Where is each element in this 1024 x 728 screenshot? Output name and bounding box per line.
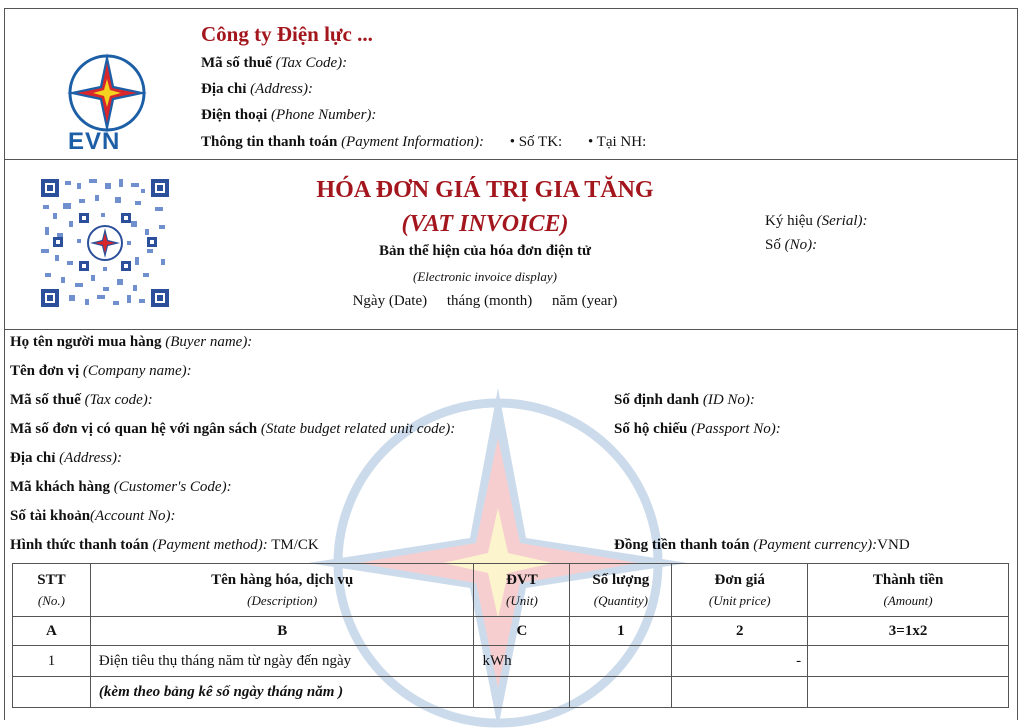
payment-method: Hình thức thanh toán (Payment method): TM/CK bbox=[10, 537, 319, 553]
col-header-quantity: Số lượng (Quantity) bbox=[570, 564, 672, 617]
table-header-row bbox=[13, 564, 1009, 617]
buyer-company: Tên đơn vị (Company name): bbox=[10, 363, 192, 379]
company-name: Công ty Điện lực ... bbox=[201, 22, 373, 46]
col-header-unit: ĐVT (Unit) bbox=[474, 564, 570, 617]
table-row: 1 Điện tiêu thụ tháng năm từ ngày đến ngày kWh - bbox=[13, 646, 1009, 677]
col-header-unit-price: Đơn giá (Unit price) bbox=[672, 564, 808, 617]
buyer-passport: Số hộ chiếu (Passport No): bbox=[614, 421, 781, 437]
buyer-budget-code: Mã số đơn vị có quan hệ với ngân sách (State budget related unit code): bbox=[10, 421, 456, 437]
invoice-number: Số (No): bbox=[765, 237, 818, 253]
invoice-subtitle-vn: Bản thể hiện của hóa đơn điện tử bbox=[379, 243, 591, 259]
invoice-date-line bbox=[5, 293, 965, 310]
evn-logo-text: EVN bbox=[68, 128, 121, 155]
invoice-title-en: (VAT INVOICE) bbox=[401, 211, 569, 237]
payment-currency-value: VND bbox=[877, 537, 910, 553]
col-header-description: Tên hàng hóa, dịch vụ (Description) bbox=[90, 564, 474, 617]
buyer-id-no: Số định danh (ID No): bbox=[614, 392, 755, 408]
invoice-title-vn: HÓA ĐƠN GIÁ TRỊ GIA TĂNG bbox=[316, 177, 654, 203]
invoice-subtitle-en: (Electronic invoice display) bbox=[413, 269, 557, 284]
date-year: năm (year) bbox=[552, 293, 618, 309]
items-table bbox=[12, 563, 1009, 708]
date-month: tháng (month) bbox=[446, 293, 533, 309]
table-code-row: A B C 1 2 3=1x2 bbox=[13, 617, 1009, 646]
buyer-customer-code: Mã khách hàng (Customer's Code): bbox=[10, 479, 232, 495]
invoice-title-block bbox=[5, 159, 1017, 330]
seller-tax-code: Mã số thuế (Tax Code): bbox=[201, 55, 348, 71]
buyer-address: Địa chỉ (Address): bbox=[10, 450, 122, 466]
buyer-name: Họ tên người mua hàng (Buyer name): bbox=[10, 334, 253, 350]
buyer-account: Số tài khoản(Account No): bbox=[10, 508, 176, 524]
bank-name: • Tại NH: bbox=[587, 134, 647, 150]
col-header-no: STT (No.) bbox=[13, 564, 91, 617]
seller-address: Địa chỉ (Address): bbox=[201, 81, 313, 97]
buyer-tax-code: Mã số thuế (Tax code): bbox=[10, 392, 153, 408]
invoice-serial: Ký hiệu (Serial): bbox=[765, 213, 868, 229]
table-row: (kèm theo bảng kê số ngày tháng năm ) bbox=[13, 677, 1009, 708]
payment-method-value: TM/CK bbox=[271, 537, 319, 553]
bank-account: • Số TK: bbox=[509, 134, 563, 150]
date-day: Ngày (Date) bbox=[352, 293, 428, 309]
seller-payment-info: Thông tin thanh toán (Payment Information): • Số TK: • Tại NH: bbox=[201, 134, 647, 150]
col-header-amount: Thành tiền (Amount) bbox=[808, 564, 1009, 617]
company-header bbox=[5, 9, 1017, 160]
payment-currency: Đồng tiền thanh toán (Payment currency):VND bbox=[614, 537, 910, 553]
seller-phone: Điện thoại (Phone Number): bbox=[201, 107, 377, 123]
